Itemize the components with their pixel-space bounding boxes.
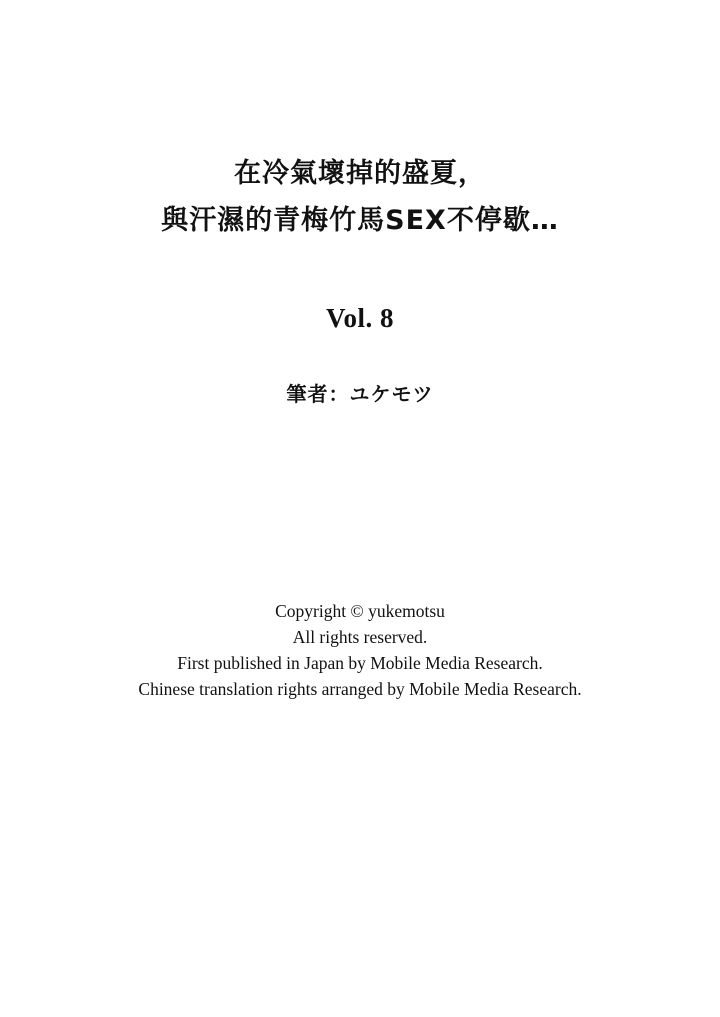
copyright-block: [0, 598, 720, 702]
title-line-2: 與汗濕的青梅竹馬SEX不停歇…: [161, 205, 559, 236]
copyright-line-2: All rights reserved.: [292, 627, 428, 647]
copyright-line-3: First published in Japan by Mobile Media Research.: [177, 653, 543, 673]
title-line-1: 在冷氣壞掉的盛夏，: [234, 158, 486, 189]
copyright-line-1: Copyright © yukemotsu: [275, 601, 445, 621]
page-title: [0, 150, 720, 244]
author-label: 筆者：ユケモツ: [286, 382, 434, 406]
copyright-line-4: Chinese translation rights arranged by Mobile Media Research.: [138, 679, 582, 699]
volume-label: Vol. 8: [325, 303, 395, 333]
